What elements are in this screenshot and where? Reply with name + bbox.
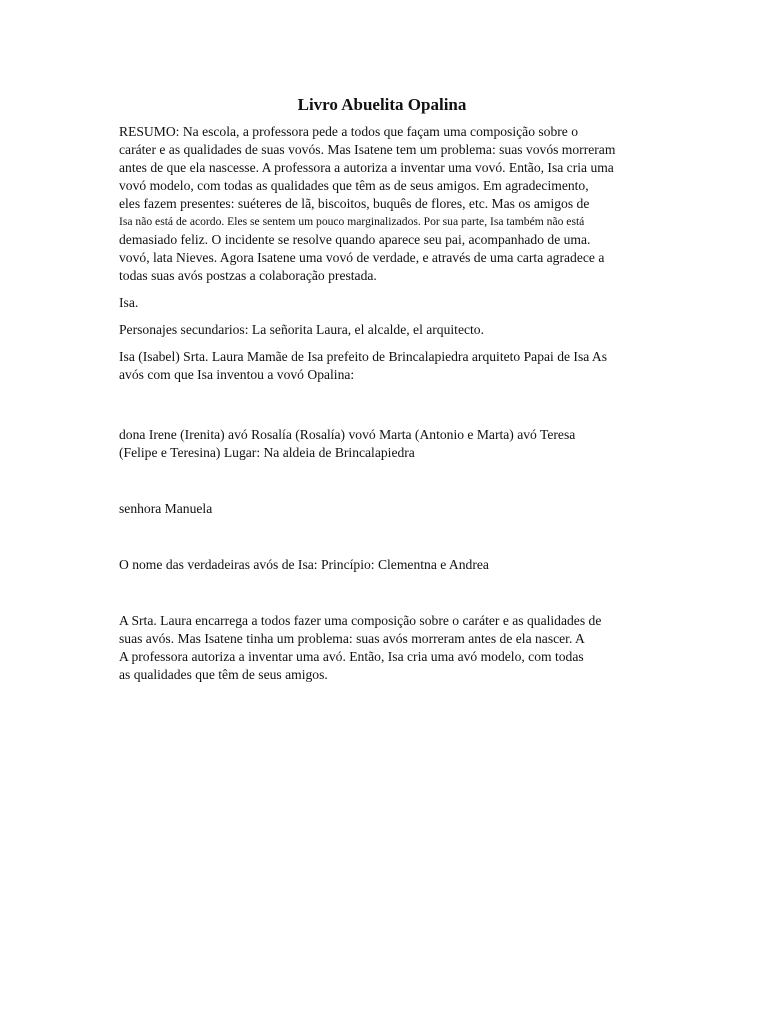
spacer	[119, 583, 639, 612]
resumo-line: Isa não está de acordo. Eles se sentem um pouco marginalizados. Por sua parte, Isa também não está	[119, 215, 585, 228]
dona-line: dona Irene (Irenita) avó Rosalía (Rosalía) vovó Marta (Antonio e Marta) avó Teresa	[119, 427, 576, 442]
manuela-line: senhora Manuela	[119, 501, 213, 516]
isabel-paragraph	[119, 348, 639, 384]
srta-line: as qualidades que têm de seus amigos.	[119, 667, 328, 682]
resumo-line: vovó, lata Nieves. Agora Isatene uma vovó de verdade, e através de uma carta agradece a	[119, 250, 605, 265]
resumo-line: eles fazem presentes: suéteres de lã, biscoitos, buquês de flores, etc. Mas os amigos de	[119, 196, 590, 211]
resumo-line: antes de que ela nascesse. A professora a autoriza a inventar uma vovó. Então, Isa cria uma	[119, 160, 614, 175]
srta-paragraph	[119, 612, 639, 684]
dona-paragraph	[119, 426, 639, 462]
manuela-paragraph	[119, 500, 639, 518]
resumo-line: RESUMO: Na escola, a professora pede a todos que façam uma composição sobre o	[119, 124, 579, 139]
srta-line: suas avós. Mas Isatene tinha um problema: suas avós morreram antes de ela nascer. A	[119, 631, 585, 646]
resumo-line: todas suas avós postzas a colaboração prestada.	[119, 268, 377, 283]
nome-line: O nome das verdadeiras avós de Isa: Princípio: Clementna e Andrea	[119, 557, 489, 572]
srta-line: A Srta. Laura encarrega a todos fazer uma composição sobre o caráter e as qualidades de	[119, 613, 602, 628]
resumo-line: vovó modelo, com todas as qualidades que têm as de seus amigos. Em agradecimento,	[119, 178, 589, 193]
document-page	[119, 94, 639, 693]
srta-line: A professora autoriza a inventar uma avó. Então, Isa cria uma avó modelo, com todas	[119, 649, 584, 664]
spacer	[119, 527, 639, 556]
isa-paragraph	[119, 294, 639, 312]
resumo-paragraph	[119, 123, 639, 285]
spacer	[119, 393, 639, 426]
nome-paragraph	[119, 556, 639, 574]
resumo-line: caráter e as qualidades de suas vovós. Mas Isatene tem um problema: suas vovós morreram	[119, 142, 616, 157]
isabel-line: avós com que Isa inventou a vovó Opalina:	[119, 367, 355, 382]
document-title: Livro Abuelita Opalina	[297, 95, 467, 114]
resumo-line: demasiado feliz. O incidente se resolve quando aparece seu pai, acompanhado de uma.	[119, 232, 591, 247]
secundarios-line: Personajes secundarios: La señorita Laura, el alcalde, el arquitecto.	[119, 322, 484, 337]
dona-line: (Felipe e Teresina) Lugar: Na aldeia de Brincalapiedra	[119, 445, 415, 460]
isa-line: Isa.	[119, 295, 139, 310]
secundarios-paragraph	[119, 321, 639, 339]
isabel-line: Isa (Isabel) Srta. Laura Mamãe de Isa prefeito de Brincalapiedra arquiteto Papai de Isa As	[119, 349, 608, 364]
spacer	[119, 471, 639, 500]
